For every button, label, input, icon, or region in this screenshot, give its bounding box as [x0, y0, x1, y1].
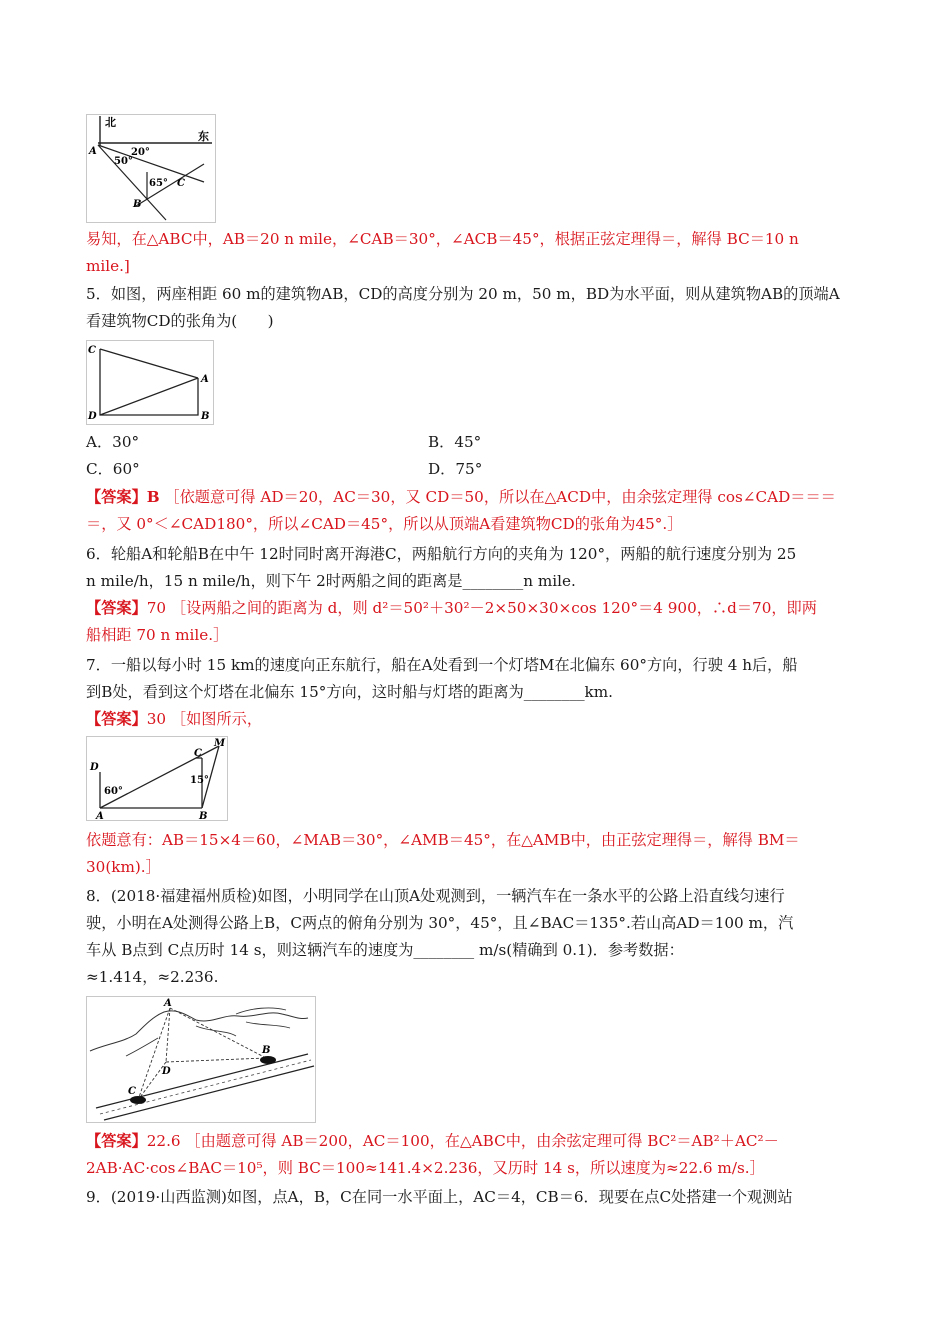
q9-stem-line-1: 9．(2019·山西监测)如图，点A，B，C在同一水平面上，AC＝4，CB＝6．现要在点C处搭建一个观测站	[86, 1188, 793, 1206]
line-c-a	[100, 349, 198, 378]
point-a-label: A	[201, 374, 209, 385]
figure-bearing-diagram	[86, 114, 216, 224]
q5-option-c: C．60°	[86, 460, 140, 478]
q8-answer-text: 22.6 ［由题意可得 AB＝200，AC＝100，在△ABC中，由余弦定理可得 BC²＝AB²＋AC²－	[146, 1132, 779, 1150]
q6-stem-line-1: 6．轮船A和轮船B在中午 12时同时离开海港C，两船航行方向的夹角为 120°，两船的航行速度分别为 25	[86, 545, 797, 563]
angle-20-label: 20°	[131, 147, 150, 158]
q7-answer-line-1	[86, 709, 866, 729]
point-d-label: D	[162, 1066, 171, 1077]
line-d-b	[166, 1058, 266, 1062]
point-c-label: C	[177, 178, 185, 189]
q5-answer-line-1	[86, 487, 866, 507]
north-label: 北	[105, 116, 116, 129]
point-m-label: M	[214, 738, 226, 749]
car-b	[260, 1056, 276, 1064]
q8-answer-line-1	[86, 1131, 866, 1151]
point-a-label: A	[89, 146, 97, 157]
mountain-road-svg	[86, 996, 316, 1124]
figure-mountain-road	[86, 996, 316, 1124]
figure-buildings	[86, 340, 214, 426]
point-b-label: B	[199, 811, 208, 822]
q6-answer-line-1	[86, 598, 866, 618]
point-d-label: D	[90, 762, 99, 773]
buildings-svg	[86, 340, 214, 426]
line-a-c	[138, 1008, 170, 1100]
q8-stem-line-4: ≈1.414，≈2.236.	[86, 968, 219, 986]
q8-stem-line-2: 驶，小明在A处测得公路上B，C两点的俯角分别为 30°，45°，且∠BAC＝135°.若山高AD＝100 m，汽	[86, 914, 794, 932]
q5-stem-line-2: 看建筑物CD的张角为( )	[86, 312, 274, 330]
lighthouse-svg	[86, 736, 228, 822]
q4-answer-line-2: mile.]	[86, 257, 130, 275]
point-a-label: A	[164, 998, 172, 1009]
point-c-label: C	[88, 345, 96, 356]
line-d-a	[100, 378, 198, 415]
q7-answer-tag: 【答案】	[86, 710, 147, 728]
angle-50-label: 50°	[114, 156, 133, 167]
q5-answer-line-2: ＝，又 0°＜∠CAD180°，所以∠CAD＝45°，所以从顶端A看建筑物CD的张角为45°.］	[86, 515, 683, 533]
q6-answer-text: 70 ［设两船之间的距离为 d，则 d²＝50²＋30²－2×50×30×cos 120°＝4 900，∴d＝70，即两	[146, 599, 817, 617]
q6-answer-tag: 【答案】	[86, 599, 147, 617]
q7-answer-text: 30 ［如图所示，	[146, 710, 263, 728]
point-c-label: C	[194, 748, 202, 759]
q7-answer-line-2: 依题意有：AB＝15×4＝60，∠MAB＝30°，∠AMB＝45°，在△AMB中，由正弦定理得＝，解得 BM＝	[86, 831, 800, 849]
q7-stem-line-1: 7．一船以每小时 15 km的速度向正东航行，船在A处看到一个灯塔M在北偏东 60°方向，行驶 4 h后，船	[86, 656, 798, 674]
q7-answer-line-3: 30(km).］	[86, 858, 161, 876]
q8-answer-tag: 【答案】	[86, 1132, 147, 1150]
q8-stem-line-3: 车从 B点到 C点历时 14 s，则这辆汽车的速度为________ m/s(精确到 0.1)．参考数据：	[86, 941, 684, 959]
point-a-label: A	[96, 811, 104, 822]
q5-answer-value: B	[146, 488, 160, 506]
point-d-label: D	[88, 411, 97, 422]
angle-65-label: 65°	[149, 178, 168, 189]
road-edge-upper	[96, 1054, 308, 1108]
q7-stem-line-2: 到B处，看到这个灯塔在北偏东 15°方向，这时船与灯塔的距离为________km.	[86, 683, 613, 701]
q5-answer-tag: 【答案】	[86, 488, 147, 506]
point-b-label: B	[133, 199, 142, 210]
bearing-diagram-svg	[86, 114, 216, 224]
q8-answer-line-2: 2AB·AC·cos∠BAC＝10⁵，则 BC＝100≈141.4×2.236，又历时 14 s，所以速度为≈22.6 m/s.］	[86, 1159, 765, 1177]
point-b-label: B	[201, 411, 210, 422]
q5-option-d: D．75°	[428, 460, 483, 478]
q5-answer-text: ［依题意可得 AD＝20，AC＝30，又 CD＝50，所以在△ACD中，由余弦定理得 cos∠CAD＝＝＝	[164, 488, 836, 506]
angle-60-label: 60°	[104, 786, 123, 797]
q5-stem-line-1: 5．如图，两座相距 60 m的建筑物AB，CD的高度分别为 20 m，50 m，BD为水平面，则从建筑物AB的顶端A	[86, 285, 840, 303]
line-a-d	[166, 1008, 170, 1062]
q6-answer-line-2: 船相距 70 n mile.］	[86, 626, 229, 644]
q5-option-b: B．45°	[428, 433, 482, 451]
q6-stem-line-2: n mile/h，15 n mile/h，则下午 2时两船之间的距离是________n mile.	[86, 572, 576, 590]
q5-option-a: A．30°	[86, 433, 140, 451]
building-outline	[100, 349, 198, 415]
east-label: 东	[198, 130, 209, 143]
mountain-ridge	[90, 1011, 308, 1051]
angle-15-label: 15°	[190, 775, 209, 786]
q8-stem-line-1: 8．(2018·福建福州质检)如图，小明同学在山顶A处观测到，一辆汽车在一条水平的公路上沿直线匀速行	[86, 887, 785, 905]
car-c	[130, 1096, 146, 1104]
point-b-label: B	[262, 1045, 271, 1056]
point-c-label: C	[128, 1086, 136, 1097]
q4-answer-line-1: 易知，在△ABC中，AB＝20 n mile，∠CAB＝30°，∠ACB＝45°，根据正弦定理得＝，解得 BC＝10 n	[86, 230, 799, 248]
figure-lighthouse	[86, 736, 228, 822]
